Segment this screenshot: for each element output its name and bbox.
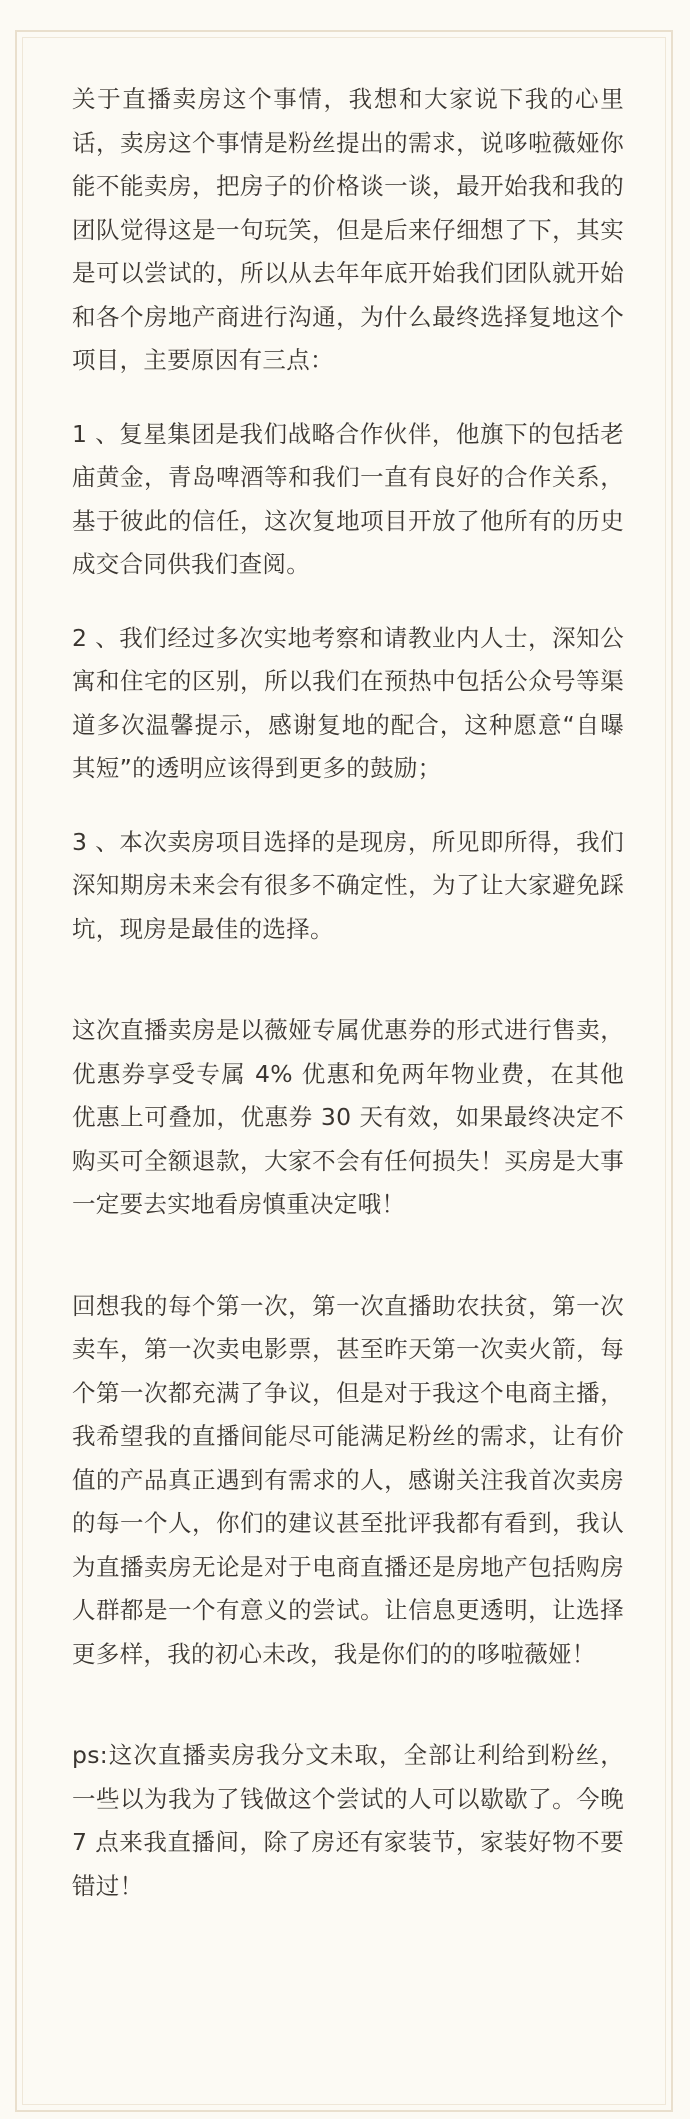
paragraph-reason-2: 2 、我们经过多次实地考察和请教业内人士，深知公寓和住宅的区别，所以我们在预热中包括公众号等渠道多次温馨提示，感谢复地的配合，这种愿意“自曝其短”的透明应该得到更多的鼓励； — [72, 623, 624, 782]
paragraph-ps: ps:这次直播卖房我分文未取，全部让利给到粉丝，一些以为我为了钱做这个尝试的人可以歇歇了。今晚 7 点来我直播间，除了房还有家装节，家装好物不要错过！ — [72, 1741, 632, 1900]
paragraph-intro: 关于直播卖房这个事情，我想和大家说下我的心里话，卖房这个事情是粉丝提出的需求，说哆啦薇娅你能不能卖房，把房子的价格谈一谈，最开始我和我的团队觉得这是一句玩笑，但是后来仔细想了下，其实是可以尝试的，所以从去年年底开始我们团队就开始和各个房地产商进行沟通，为什么最终选择复地这个项目，主要原因有三点： — [72, 85, 624, 374]
article-body — [72, 78, 632, 1908]
paragraph-reason-3: 3 、本次卖房项目选择的是现房，所见即所得，我们深知期房未来会有很多不确定性，为了让大家避免踩坑，现房是最佳的选择。 — [72, 827, 624, 943]
paragraph-coupon: 这次直播卖房是以薇娅专属优惠券的形式进行售卖，优惠券享受专属 4% 优惠和免两年物业费，在其他优惠上可叠加，优惠券 30 天有效，如果最终决定不购买可全额退款，大家不会有任何损失！买房是大事一定要去实地看房慎重决定哦！ — [72, 1016, 624, 1218]
paragraph-reflection: 回想我的每个第一次，第一次直播助农扶贫，第一次卖车，第一次卖电影票，甚至昨天第一次卖火箭，每个第一次都充满了争议，但是对于我这个电商主播，我希望我的直播间能尽可能满足粉丝的需求，让有价值的产品真正遇到有需求的人，感谢关注我首次卖房的每一个人，你们的建议甚至批评我都有看到，我认为直播卖房无论是对于电商直播还是房地产包括购房人群都是一个有意义的尝试。让信息更透明，让选择更多样，我的初心未改，我是你们的的哆啦薇娅！ — [72, 1291, 624, 1668]
paragraph-reason-1: 1 、复星集团是我们战略合作伙伴，他旗下的包括老庙黄金，青岛啤酒等和我们一直有良好的合作关系，基于彼此的信任，这次复地项目开放了他所有的历史成交合同供我们查阅。 — [72, 419, 624, 578]
